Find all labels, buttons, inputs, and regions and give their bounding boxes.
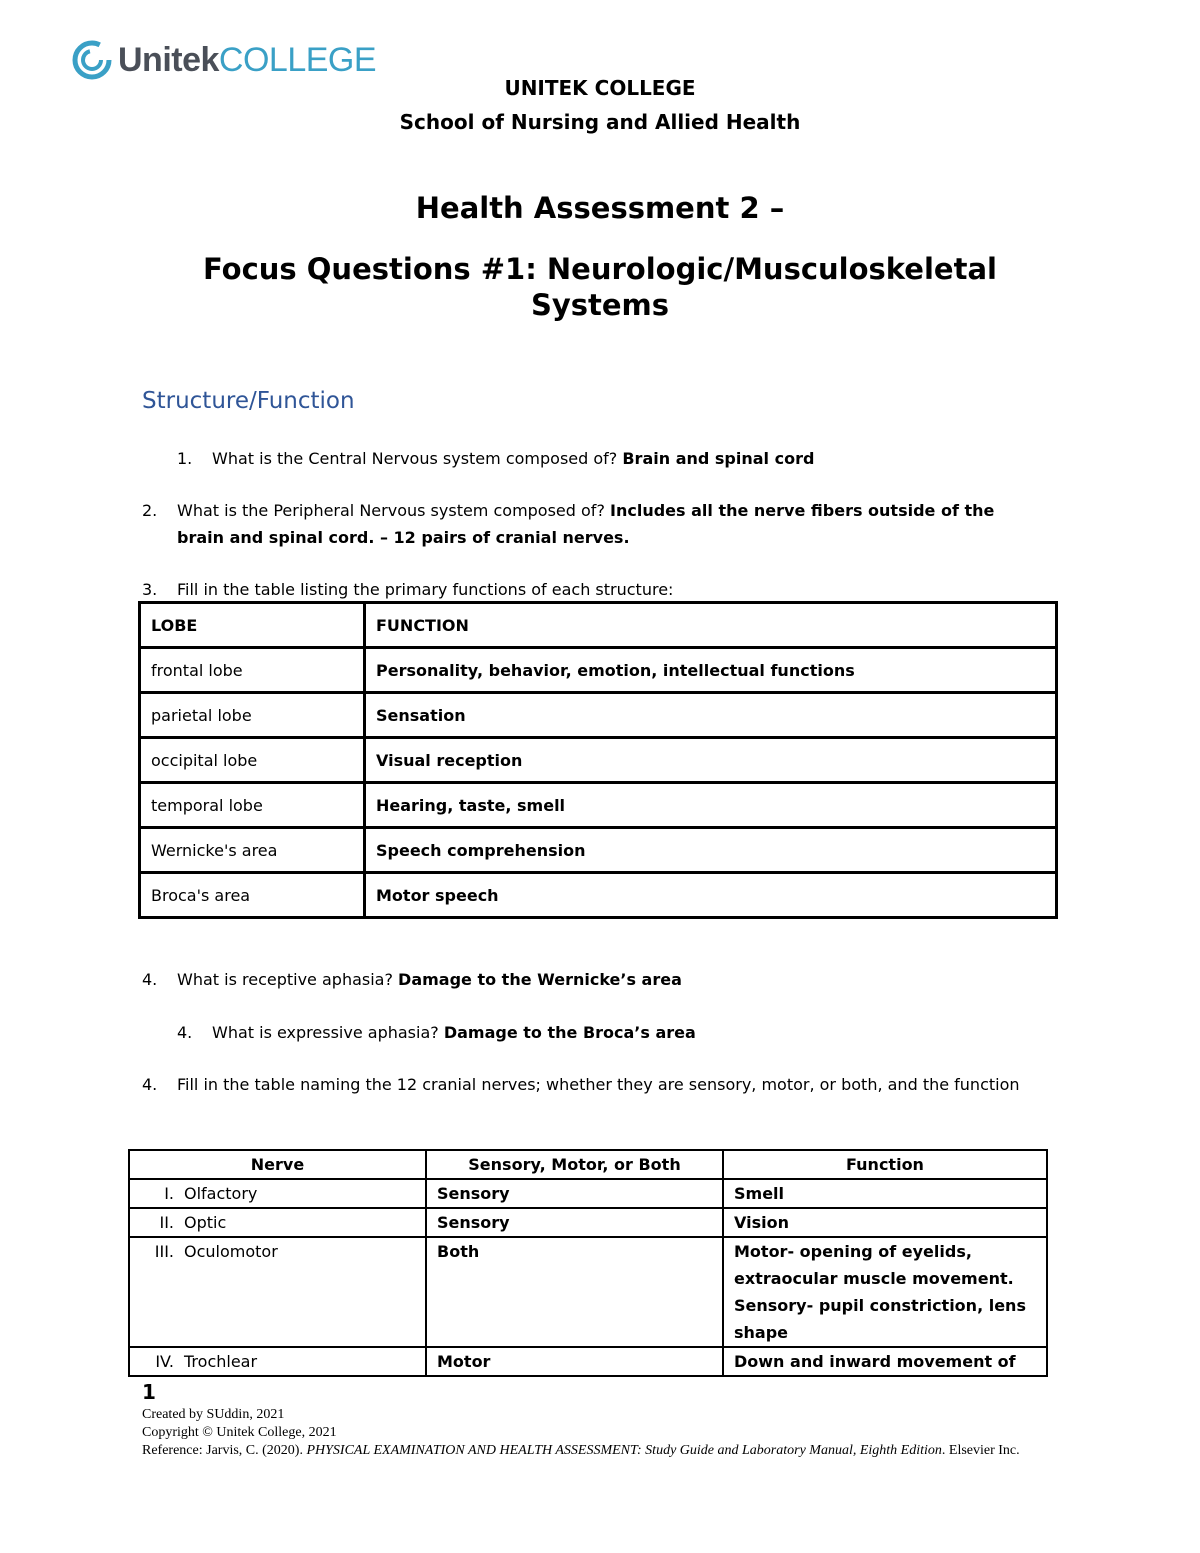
nerve-number: IV. [155, 1352, 174, 1371]
nerve-number: III. [154, 1242, 174, 1261]
table-row [140, 693, 1057, 738]
function-cell: Motor speech [365, 873, 1057, 918]
nerve-cell [129, 1208, 426, 1237]
table-row [140, 783, 1057, 828]
table-row [129, 1347, 1047, 1376]
function-cell: Speech comprehension [365, 828, 1057, 873]
logo [72, 40, 376, 80]
reference-prefix: Reference: Jarvis, C. (2020). [142, 1443, 307, 1458]
question-text: Fill in the table naming the 12 cranial nerves; whether they are sensory, motor, or both, and the function [177, 1075, 1020, 1094]
school-name: School of Nursing and Allied Health [399, 110, 801, 134]
table-header-cell: LOBE [140, 603, 365, 648]
nerve-cell [129, 1179, 426, 1208]
table-header-row [129, 1150, 1047, 1179]
table-header-cell: Function [723, 1150, 1047, 1179]
table-row [140, 648, 1057, 693]
logo-swirl-icon [72, 40, 112, 80]
document-subtitle: Focus Questions #1: Neurologic/Musculoskeletal Systems [203, 252, 997, 322]
type-cell: Sensory [426, 1179, 723, 1208]
table-row [140, 738, 1057, 783]
nerve-number: I. [164, 1184, 174, 1203]
lobe-cell: temporal lobe [140, 783, 365, 828]
question-text: Fill in the table listing the primary functions of each structure: [177, 580, 674, 599]
type-cell: Both [426, 1237, 723, 1347]
function-cell: Vision [723, 1208, 1047, 1237]
page-footer [142, 1406, 1072, 1460]
function-cell: Sensation [365, 693, 1057, 738]
question-text: What is the Peripheral Nervous system composed of? [177, 501, 611, 520]
question-text: What is expressive aphasia? [212, 1023, 444, 1042]
reference-title: PHYSICAL EXAMINATION AND HEALTH ASSESSMENT: Study Guide and Laboratory Manual, Eighth Edition [306, 1443, 942, 1458]
logo-suffix: COLLEGE [218, 41, 377, 79]
nerve-cell [129, 1237, 426, 1347]
question-number: 4. [142, 1075, 158, 1094]
footer-copyright: Copyright © Unitek College, 2021 [142, 1425, 337, 1440]
table-header-row [140, 603, 1057, 648]
function-cell: Hearing, taste, smell [365, 783, 1057, 828]
type-cell: Motor [426, 1347, 723, 1376]
nerve-cell [129, 1347, 426, 1376]
lobe-cell: parietal lobe [140, 693, 365, 738]
table-row [140, 873, 1057, 918]
question-number: 1. [177, 449, 193, 468]
section-heading: Structure/Function [142, 388, 355, 414]
lobe-cell: Wernicke's area [140, 828, 365, 873]
question-text: What is receptive aphasia? [177, 970, 399, 989]
nerve-name: Trochlear [184, 1352, 258, 1371]
lobe-cell: occipital lobe [140, 738, 365, 783]
table-row [129, 1208, 1047, 1237]
table-header-cell: Sensory, Motor, or Both [426, 1150, 723, 1179]
table-row [129, 1237, 1047, 1347]
question-number: 2. [142, 501, 158, 520]
lobe-cell: frontal lobe [140, 648, 365, 693]
logo-brand: Unitek [118, 41, 219, 79]
footer-author: Created by SUddin, 2021 [142, 1407, 285, 1422]
reference-suffix: . Elsevier Inc. [941, 1443, 1020, 1458]
type-cell: Sensory [426, 1208, 723, 1237]
function-cell: Personality, behavior, emotion, intellectual functions [365, 648, 1057, 693]
footer-reference [142, 1442, 1072, 1460]
table-header-cell: Nerve [129, 1150, 426, 1179]
question-answer: Includes all the nerve fibers outside of the brain and spinal cord. – 12 pairs of cranial nerves. [177, 501, 995, 547]
function-cell: Smell [723, 1179, 1047, 1208]
table-header-cell: FUNCTION [365, 603, 1057, 648]
nerve-name: Oculomotor [184, 1242, 278, 1261]
institution-name: UNITEK COLLEGE [504, 76, 696, 100]
function-cell: Down and inward movement of [723, 1347, 1047, 1376]
question-number: 4. [142, 970, 158, 989]
question-text: What is the Central Nervous system composed of? [212, 449, 623, 468]
question-answer: Damage to the Wernicke’s area [398, 970, 682, 989]
lobe-function-table [138, 601, 1058, 919]
function-cell: Motor- opening of eyelids, extraocular muscle movement. Sensory- pupil constriction, lens shape [723, 1237, 1047, 1347]
document-title: Health Assessment 2 – [415, 191, 785, 225]
table-row [140, 828, 1057, 873]
cranial-nerve-table [128, 1149, 1048, 1377]
nerve-number: II. [159, 1213, 174, 1232]
nerve-name: Optic [184, 1213, 227, 1232]
lobe-cell: Broca's area [140, 873, 365, 918]
question-number: 4. [177, 1023, 193, 1042]
logo-wordmark [118, 43, 376, 77]
function-cell: Visual reception [365, 738, 1057, 783]
question-answer: Brain and spinal cord [622, 449, 815, 468]
nerve-name: Olfactory [184, 1184, 258, 1203]
table-row [129, 1179, 1047, 1208]
page-number: 1 [142, 1380, 156, 1404]
question-number: 3. [142, 580, 158, 599]
question-answer: Damage to the Broca’s area [443, 1023, 696, 1042]
